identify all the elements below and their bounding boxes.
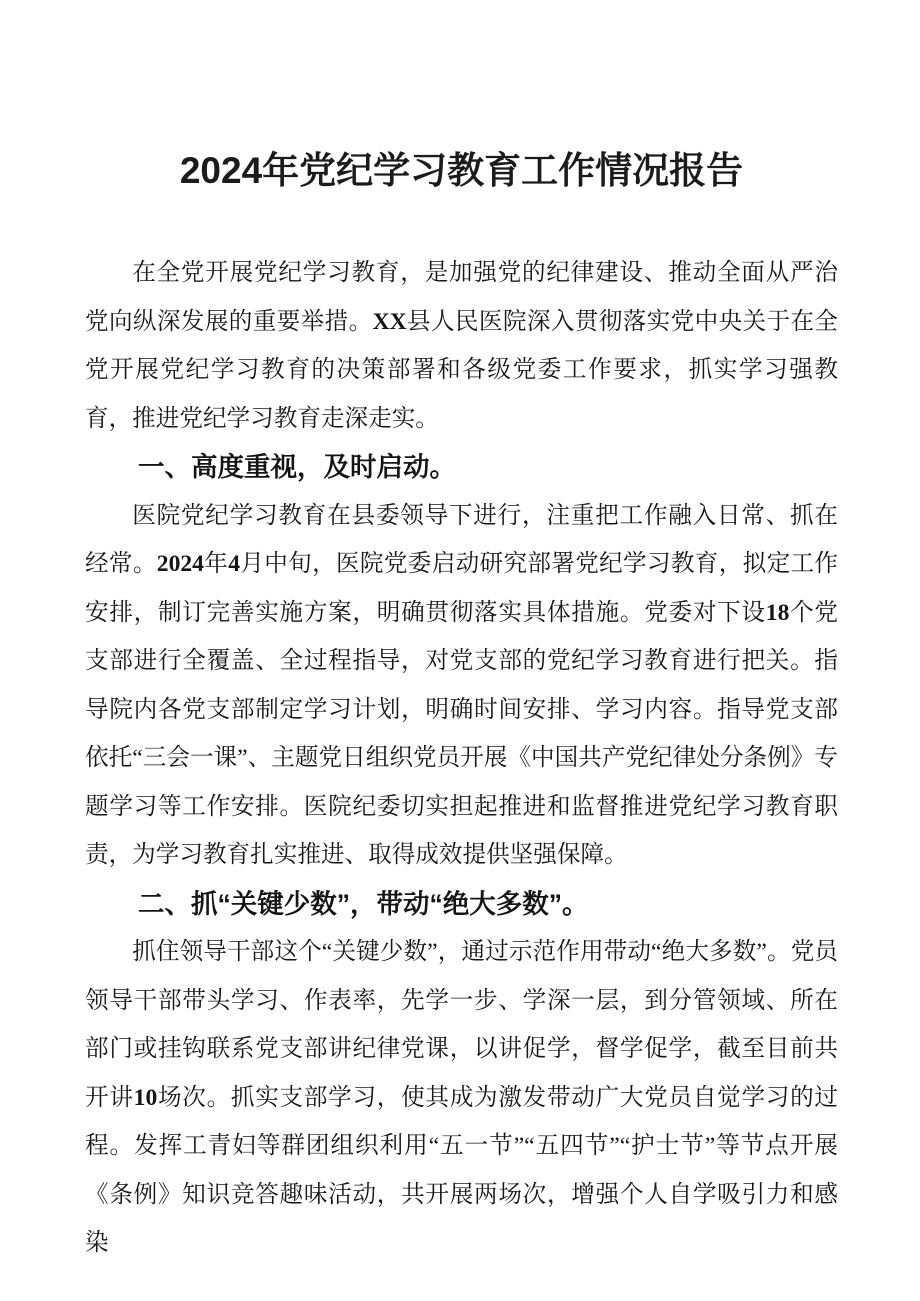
document-title: 2024年党纪学习教育工作情况报告 — [179, 150, 744, 191]
body-paragraph — [85, 928, 838, 1268]
text-run: 2024 — [156, 551, 204, 577]
text-run: 18 — [765, 599, 790, 626]
text-run: 月中旬，医院党委启动研究部署党纪学习教育，拟定工作安排，制订完善实施方案，明确贯彻落实具体措施。党委对下设 — [85, 551, 839, 626]
body-paragraph — [85, 492, 838, 880]
text-run: 年 — [203, 551, 229, 577]
text-run: 抓住领导干部这个“关键少数”，通过示范作用带动“绝大多数”。党员领导干部带头学习、作表率，先学一步、学深一层，到分管领域、所在部门或挂钩联系党支部讲纪律党课，以讲促学，督学促学，截至目前共开讲 — [85, 939, 838, 1111]
text-run: 10 — [133, 1084, 158, 1111]
text-run: XX — [372, 308, 407, 335]
text-run: 一、高度重视，及时启动。 — [138, 452, 456, 482]
text-run: 医院党纪学习教育在县委领导下进行，注重把工作融入日常、抓在经常。 — [85, 502, 838, 577]
body-paragraph — [85, 249, 838, 443]
text-run: 在全党开展党纪学习教育，是加强党的纪律建设、推动全面从严治党向纵深发展的重要举措。 — [85, 260, 838, 335]
text-run: 场次。抓实支部学习，使其成为激发带动广大党员自觉学习的过程。发挥工青妇等群团组织利用“五一节”“五四节”“护士节”等节点开展《条例》知识竞答趣味活动，共开展两场次，增强个人自学吸引力和感染 — [85, 1084, 839, 1256]
document-body — [85, 249, 838, 1268]
section-heading — [85, 443, 838, 492]
section-heading — [85, 880, 838, 929]
text-run: 二、抓“关键少数”，带动“绝大多数”。 — [138, 888, 589, 919]
text-run: 4 — [228, 551, 240, 577]
text-run: 县人民医院深入贯彻落实党中央关于在全党开展党纪学习教育的决策部署和各级党委工作要求，抓实学习强教育，推进党纪学习教育走深走实。 — [85, 308, 839, 432]
text-run: 个党支部进行全覆盖、全过程指导，对党支部的党纪学习教育进行把关。指导院内各党支部制定学习计划，明确时间安排、学习内容。指导党支部依托“三会一课”、主题党日组织党员开展《中国共产党纪律处分条例》专题学习等工作安排。医院纪委切实担起推进和监督推进党纪学习教育职责，为学习教育扎实推进、取得成效提供坚强保障。 — [85, 599, 839, 868]
